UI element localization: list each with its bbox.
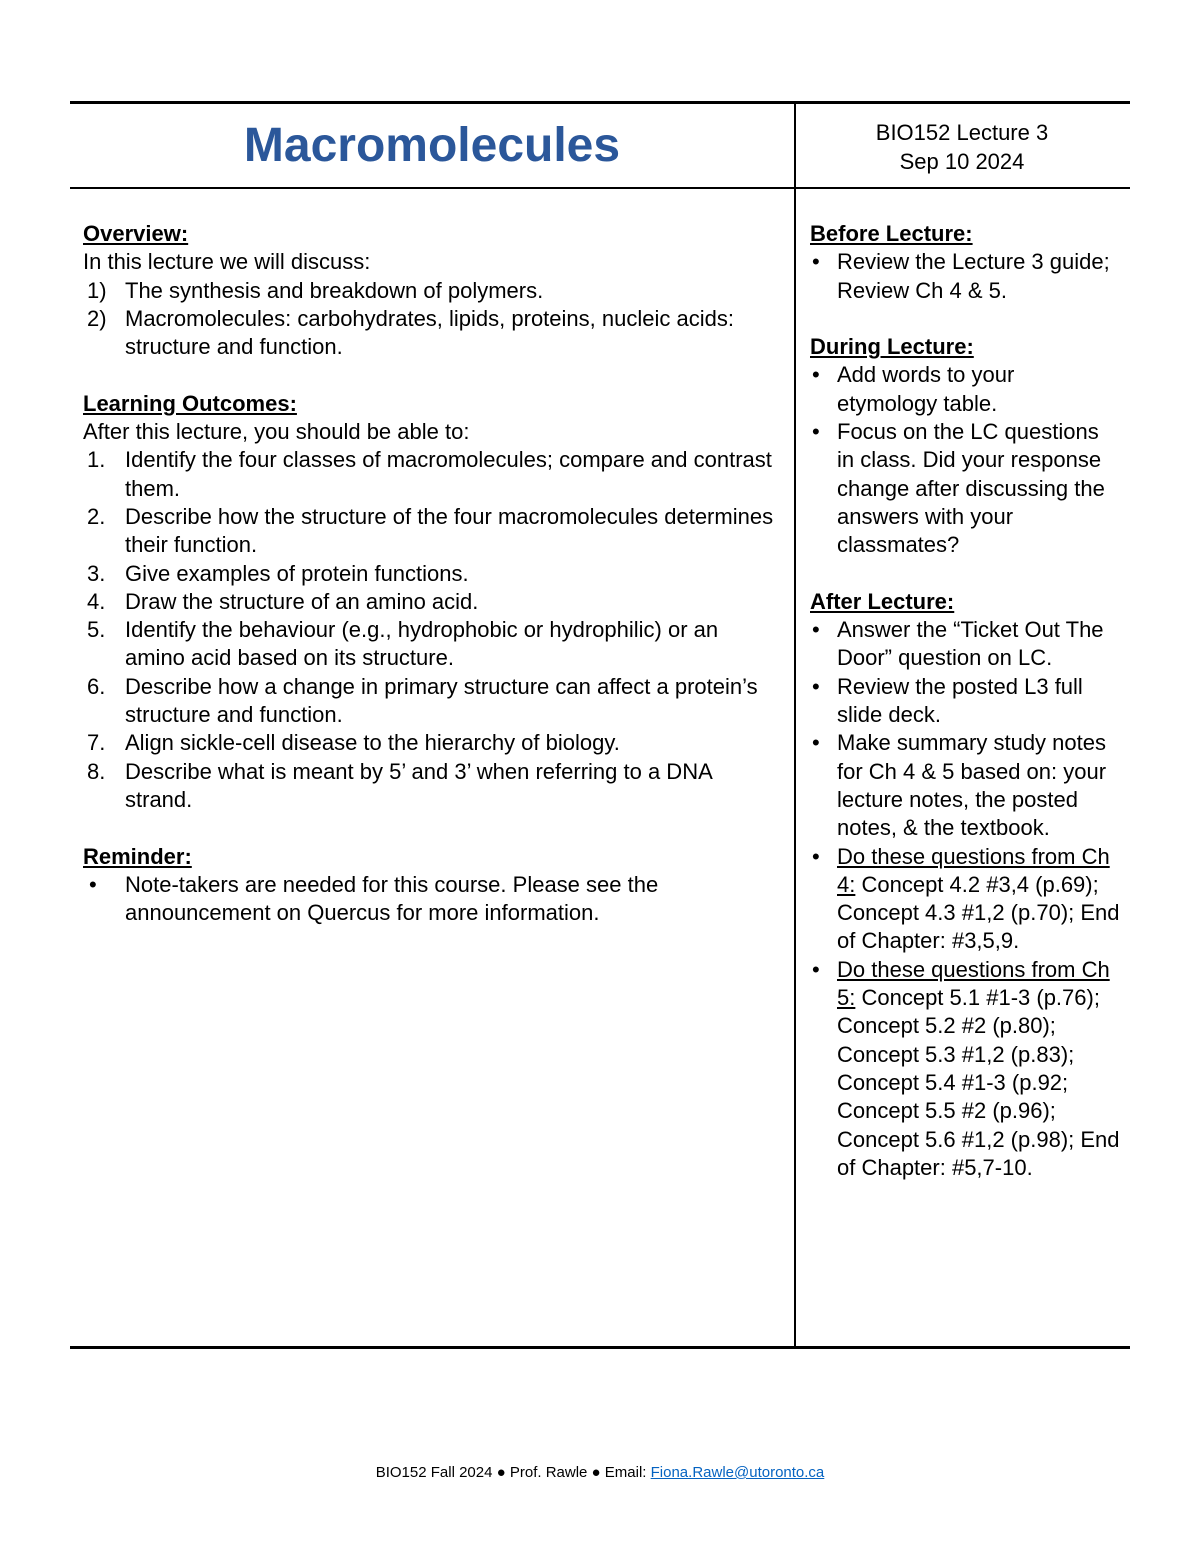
bullet-icon: • <box>812 249 820 275</box>
bullet-icon: • <box>812 956 820 982</box>
during-lecture-heading: During Lecture: <box>810 334 974 360</box>
learning-outcomes-heading: Learning Outcomes: <box>83 390 297 416</box>
bullet-icon: • <box>812 843 820 869</box>
lecture-date: Sep 10 2024 <box>899 149 1025 174</box>
outcome-item: 4. Draw the structure of an amino acid. <box>87 588 479 614</box>
table-top-border <box>70 101 1130 104</box>
during-lecture-item: • Add words to your etymology table. <box>812 362 1015 416</box>
outcome-item: 1. Identify the four classes of macromolecules; compare and contrast them. <box>87 447 772 501</box>
bullet-icon: • <box>812 419 820 445</box>
outcome-item: 6. Describe how a change in primary structure can affect a protein’s structure and function. <box>87 673 758 728</box>
table-bottom-border <box>70 1346 1130 1349</box>
footer-text: BIO152 Fall 2024 ● Prof. Rawle ● Email: <box>375 1464 651 1481</box>
page-footer <box>0 1464 1200 1481</box>
after-lecture-item: • Do these questions from Ch 4: Concept 4.2 #3,4 (p.69); Concept 4.3 #1,2 (p.70); End of Chapter: #3,5,9. <box>812 843 1120 954</box>
bullet-icon: • <box>89 871 97 897</box>
reminder-heading: Reminder: <box>83 843 192 869</box>
bullet-icon: • <box>812 730 820 756</box>
left-column <box>83 220 783 927</box>
overview-heading: Overview: <box>83 221 189 246</box>
outcome-item: 3. Give examples of protein functions. <box>87 560 469 586</box>
learning-outcomes-intro: After this lecture, you should be able to: <box>83 419 470 445</box>
header-divider <box>70 187 1130 189</box>
after-lecture-item: • Make summary study notes for Ch 4 & 5 based on: your lecture notes, the posted notes, & the textbook. <box>812 730 1107 841</box>
bullet-icon: • <box>812 362 820 388</box>
column-divider <box>794 101 796 1348</box>
ch4-questions-lead: Do these questions from Ch 4: <box>837 843 1110 897</box>
after-lecture-heading: After Lecture: <box>810 588 955 614</box>
bullet-icon: • <box>812 673 820 699</box>
outcome-item: 8. Describe what is meant by 5’ and 3’ when referring to a DNA strand. <box>87 758 712 812</box>
outcome-item: 5. Identify the behaviour (e.g., hydrophobic or hydrophilic) or an amino acid based on its structure. <box>87 617 719 671</box>
course-lecture: BIO152 Lecture 3 <box>875 120 1049 145</box>
reminder-item: • Note-takers are needed for this course. Please see the announcement on Quercus for more information. <box>89 871 659 926</box>
during-lecture-item: • Focus on the LC questions in class. Did your response change after discussing the answers with your classmates? <box>812 419 1105 558</box>
page-title: Macromolecules <box>243 119 621 172</box>
bullet-icon: • <box>812 617 820 643</box>
after-lecture-item: • Review the posted L3 full slide deck. <box>812 673 1083 728</box>
right-column <box>810 220 1120 1182</box>
outcome-item: 2. Describe how the structure of the four macromolecules determines their function. <box>87 503 774 558</box>
before-lecture-item: • Review the Lecture 3 guide; Review Ch 4 & 5. <box>812 249 1110 303</box>
overview-intro: In this lecture we will discuss: <box>83 249 371 275</box>
email-link[interactable]: Fiona.Rawle@utoronto.ca <box>650 1464 825 1481</box>
overview-item: 2) Macromolecules: carbohydrates, lipids, proteins, nucleic acids: structure and function. <box>87 305 734 360</box>
ch5-questions-lead: Do these questions from Ch 5: <box>837 956 1110 1011</box>
before-lecture-heading: Before Lecture: <box>810 221 973 246</box>
overview-item: 1) The synthesis and breakdown of polymers. <box>87 277 544 303</box>
lecture-info <box>796 118 1128 176</box>
outcome-item: 7. Align sickle-cell disease to the hierarchy of biology. <box>87 730 620 756</box>
after-lecture-item: • Do these questions from Ch 5: Concept 5.1 #1-3 (p.76); Concept 5.2 #2 (p.80); Concept 5.3 #1,2 (p.83); Concept 5.4 #1-3 (p.92; Concept 5.5 #2 (p.96); Concept 5.6 #1,2 (p.98); End of Chapter: #5,7-10. <box>812 956 1120 1180</box>
after-lecture-item: • Answer the “Ticket Out The Door” question on LC. <box>812 617 1104 671</box>
